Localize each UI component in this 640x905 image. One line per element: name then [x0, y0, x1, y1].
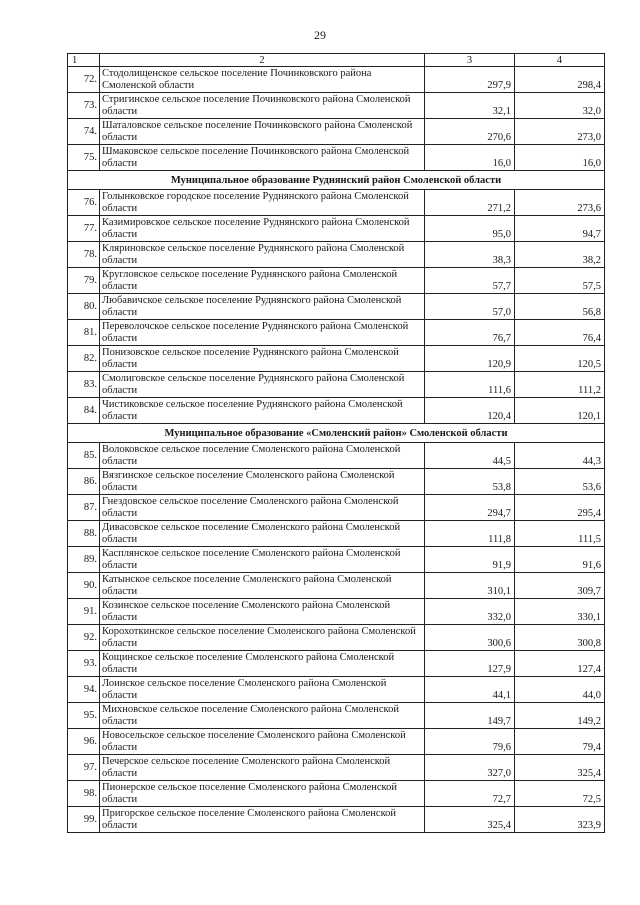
value-col-4: 295,4	[515, 495, 605, 521]
settlement-name: Понизовское сельское поселение Руднянского района Смоленской области	[100, 346, 425, 372]
value-col-3: 111,6	[425, 372, 515, 398]
settlement-name: Гнездовское сельское поселение Смоленского района Смоленской области	[100, 495, 425, 521]
row-number: 84.	[68, 398, 100, 424]
value-col-4: 53,6	[515, 469, 605, 495]
table-row	[68, 703, 605, 729]
row-number: 99.	[68, 807, 100, 833]
settlement-name: Дивасовское сельское поселение Смоленского района Смоленской области	[100, 521, 425, 547]
table-row	[68, 495, 605, 521]
value-col-4: 120,1	[515, 398, 605, 424]
value-col-3: 120,4	[425, 398, 515, 424]
value-col-3: 332,0	[425, 599, 515, 625]
table-row	[68, 677, 605, 703]
value-col-3: 16,0	[425, 145, 515, 171]
value-col-3: 294,7	[425, 495, 515, 521]
table-row	[68, 119, 605, 145]
settlement-name: Новосельское сельское поселение Смоленского района Смоленской области	[100, 729, 425, 755]
value-col-4: 325,4	[515, 755, 605, 781]
settlement-name: Катынское сельское поселение Смоленского района Смоленской области	[100, 573, 425, 599]
value-col-3: 325,4	[425, 807, 515, 833]
table-row	[68, 521, 605, 547]
table-row	[68, 781, 605, 807]
value-col-4: 111,2	[515, 372, 605, 398]
row-number: 74.	[68, 119, 100, 145]
value-col-4: 298,4	[515, 67, 605, 93]
value-col-4: 273,0	[515, 119, 605, 145]
row-number: 77.	[68, 216, 100, 242]
settlement-name: Стодолищенское сельское поселение Починковского района Смоленской области	[100, 67, 425, 93]
table-row	[68, 443, 605, 469]
row-number: 98.	[68, 781, 100, 807]
header-col-2: 2	[100, 54, 425, 67]
section-header-row	[68, 171, 605, 190]
header-row	[68, 54, 605, 67]
value-col-3: 120,9	[425, 346, 515, 372]
settlement-name: Кляриновское сельское поселение Руднянского района Смоленской области	[100, 242, 425, 268]
table-row	[68, 469, 605, 495]
value-col-4: 120,5	[515, 346, 605, 372]
settlement-name: Голынковское городское поселение Руднянского района Смоленской области	[100, 190, 425, 216]
value-col-3: 127,9	[425, 651, 515, 677]
row-number: 97.	[68, 755, 100, 781]
table-row	[68, 242, 605, 268]
value-col-4: 149,2	[515, 703, 605, 729]
section-header-row	[68, 424, 605, 443]
table-row	[68, 398, 605, 424]
row-number: 95.	[68, 703, 100, 729]
settlement-name: Корохоткинское сельское поселение Смоленского района Смоленской области	[100, 625, 425, 651]
settlement-name: Переволочское сельское поселение Руднянского района Смоленской области	[100, 320, 425, 346]
value-col-3: 300,6	[425, 625, 515, 651]
header-col-4: 4	[515, 54, 605, 67]
value-col-4: 56,8	[515, 294, 605, 320]
value-col-4: 323,9	[515, 807, 605, 833]
settlement-name: Вязгинское сельское поселение Смоленского района Смоленской области	[100, 469, 425, 495]
settlement-name: Михновское сельское поселение Смоленского района Смоленской области	[100, 703, 425, 729]
value-col-4: 300,8	[515, 625, 605, 651]
value-col-4: 57,5	[515, 268, 605, 294]
settlement-name: Казимировское сельское поселение Руднянского района Смоленской области	[100, 216, 425, 242]
settlement-name: Кощинское сельское поселение Смоленского района Смоленской области	[100, 651, 425, 677]
row-number: 90.	[68, 573, 100, 599]
row-number: 89.	[68, 547, 100, 573]
row-number: 73.	[68, 93, 100, 119]
table-row	[68, 268, 605, 294]
row-number: 81.	[68, 320, 100, 346]
table-row	[68, 599, 605, 625]
value-col-3: 79,6	[425, 729, 515, 755]
value-col-4: 273,6	[515, 190, 605, 216]
table-row	[68, 625, 605, 651]
settlement-name: Пригорское сельское поселение Смоленского района Смоленской области	[100, 807, 425, 833]
section-title: Муниципальное образование Руднянский район Смоленской области	[68, 171, 605, 190]
value-col-3: 76,7	[425, 320, 515, 346]
table-row	[68, 346, 605, 372]
table-row	[68, 216, 605, 242]
row-number: 78.	[68, 242, 100, 268]
value-col-4: 72,5	[515, 781, 605, 807]
table-row	[68, 807, 605, 833]
row-number: 91.	[68, 599, 100, 625]
table-row	[68, 729, 605, 755]
table-row	[68, 755, 605, 781]
value-col-3: 53,8	[425, 469, 515, 495]
value-col-4: 91,6	[515, 547, 605, 573]
header-col-1: 1	[68, 54, 100, 67]
value-col-3: 310,1	[425, 573, 515, 599]
value-col-4: 44,3	[515, 443, 605, 469]
settlement-name: Стригинское сельское поселение Починковского района Смоленской области	[100, 93, 425, 119]
table-row	[68, 67, 605, 93]
value-col-3: 297,9	[425, 67, 515, 93]
value-col-4: 309,7	[515, 573, 605, 599]
table-row	[68, 294, 605, 320]
value-col-3: 32,1	[425, 93, 515, 119]
table-row	[68, 547, 605, 573]
settlement-name: Козинское сельское поселение Смоленского района Смоленской области	[100, 599, 425, 625]
value-col-3: 95,0	[425, 216, 515, 242]
row-number: 86.	[68, 469, 100, 495]
settlement-name: Любавичское сельское поселение Руднянского района Смоленской области	[100, 294, 425, 320]
value-col-4: 76,4	[515, 320, 605, 346]
row-number: 76.	[68, 190, 100, 216]
row-number: 85.	[68, 443, 100, 469]
row-number: 96.	[68, 729, 100, 755]
value-col-4: 32,0	[515, 93, 605, 119]
value-col-4: 330,1	[515, 599, 605, 625]
value-col-3: 44,5	[425, 443, 515, 469]
row-number: 83.	[68, 372, 100, 398]
table-body	[68, 54, 605, 833]
value-col-4: 38,2	[515, 242, 605, 268]
value-col-3: 327,0	[425, 755, 515, 781]
table-row	[68, 93, 605, 119]
data-table	[67, 53, 605, 833]
settlement-name: Печерское сельское поселение Смоленского района Смоленской области	[100, 755, 425, 781]
table-row	[68, 573, 605, 599]
row-number: 92.	[68, 625, 100, 651]
value-col-3: 72,7	[425, 781, 515, 807]
table-row	[68, 372, 605, 398]
table-row	[68, 320, 605, 346]
page-number: 29	[314, 28, 326, 42]
settlement-name: Волоковское сельское поселение Смоленского района Смоленской области	[100, 443, 425, 469]
value-col-3: 271,2	[425, 190, 515, 216]
row-number: 88.	[68, 521, 100, 547]
value-col-4: 16,0	[515, 145, 605, 171]
value-col-4: 79,4	[515, 729, 605, 755]
row-number: 80.	[68, 294, 100, 320]
value-col-3: 38,3	[425, 242, 515, 268]
value-col-3: 57,0	[425, 294, 515, 320]
settlement-name: Шмаковское сельское поселение Починковского района Смоленской области	[100, 145, 425, 171]
settlement-name: Пионерское сельское поселение Смоленского района Смоленской области	[100, 781, 425, 807]
value-col-3: 91,9	[425, 547, 515, 573]
row-number: 94.	[68, 677, 100, 703]
value-col-3: 149,7	[425, 703, 515, 729]
settlement-name: Кругловское сельское поселение Руднянского района Смоленской области	[100, 268, 425, 294]
value-col-4: 127,4	[515, 651, 605, 677]
value-col-3: 44,1	[425, 677, 515, 703]
row-number: 72.	[68, 67, 100, 93]
settlement-name: Смолиговское сельское поселение Руднянского района Смоленской области	[100, 372, 425, 398]
value-col-3: 57,7	[425, 268, 515, 294]
value-col-4: 94,7	[515, 216, 605, 242]
value-col-3: 270,6	[425, 119, 515, 145]
value-col-3: 111,8	[425, 521, 515, 547]
header-col-3: 3	[425, 54, 515, 67]
table-row	[68, 145, 605, 171]
value-col-4: 111,5	[515, 521, 605, 547]
settlement-name: Лоинское сельское поселение Смоленского района Смоленской области	[100, 677, 425, 703]
row-number: 79.	[68, 268, 100, 294]
row-number: 75.	[68, 145, 100, 171]
settlement-name: Шаталовское сельское поселение Починковского района Смоленской области	[100, 119, 425, 145]
settlement-name: Чистиковское сельское поселение Руднянского района Смоленской области	[100, 398, 425, 424]
row-number: 82.	[68, 346, 100, 372]
settlement-name: Касплянское сельское поселение Смоленского района Смоленской области	[100, 547, 425, 573]
section-title: Муниципальное образование «Смоленский район» Смоленской области	[68, 424, 605, 443]
table-row	[68, 651, 605, 677]
value-col-4: 44,0	[515, 677, 605, 703]
table-row	[68, 190, 605, 216]
row-number: 87.	[68, 495, 100, 521]
row-number: 93.	[68, 651, 100, 677]
